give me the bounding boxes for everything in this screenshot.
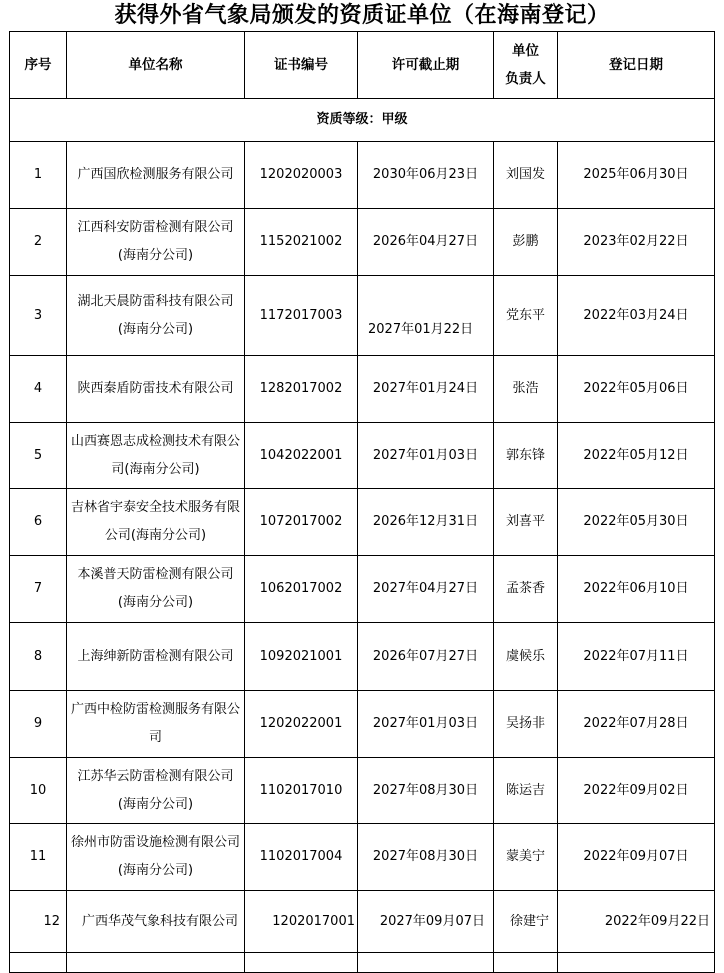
row-cert: 1202017001 xyxy=(245,891,358,953)
row-cert: 1282017002 xyxy=(245,356,358,423)
row-expiry: 2027年09月07日 xyxy=(358,891,494,953)
row-expiry: 2030年06月23日 xyxy=(358,142,494,209)
qualification-table xyxy=(9,31,715,973)
row-no: 2 xyxy=(10,209,67,276)
row-no: 6 xyxy=(10,489,67,556)
row-reg: 2022年03月24日 xyxy=(558,276,715,356)
row-expiry: 2026年07月27日 xyxy=(358,623,494,691)
row-name: 本溪普天防雷检测有限公司(海南分公司) xyxy=(67,556,245,623)
row-reg: 2022年09月22日 xyxy=(558,891,715,953)
table-row xyxy=(10,824,715,891)
table-row xyxy=(10,691,715,758)
table-row xyxy=(10,556,715,623)
row-head: 刘国发 xyxy=(494,142,558,209)
row-head: 虞候乐 xyxy=(494,623,558,691)
table-row xyxy=(10,276,715,356)
row-head: 孟茶香 xyxy=(494,556,558,623)
row-reg: 2022年05月30日 xyxy=(558,489,715,556)
row-head: 徐建宁 xyxy=(494,891,558,953)
row-name: 山西赛恩志成检测技术有限公司(海南分公司) xyxy=(67,423,245,489)
row-head: 刘喜平 xyxy=(494,489,558,556)
row-expiry: 2027年08月30日 xyxy=(358,824,494,891)
row-reg: 2022年06月10日 xyxy=(558,556,715,623)
header-head-line1: 单位 xyxy=(512,43,539,59)
header-no: 序号 xyxy=(10,32,67,99)
row-no: 11 xyxy=(10,824,67,891)
row-expiry: 2026年12月31日 xyxy=(358,489,494,556)
grade-label: 资质等级：甲级 xyxy=(10,99,715,142)
row-head: 郭东锋 xyxy=(494,423,558,489)
header-expiry: 许可截止期 xyxy=(358,32,494,99)
row-no: 5 xyxy=(10,423,67,489)
row-cert: 1092021001 xyxy=(245,623,358,691)
row-expiry: 2027年01月24日 xyxy=(358,356,494,423)
row-cert: 1102017010 xyxy=(245,758,358,824)
row-no: 8 xyxy=(10,623,67,691)
row-reg: 2022年09月07日 xyxy=(558,824,715,891)
table-row xyxy=(10,209,715,276)
header-row xyxy=(10,32,715,99)
row-name: 广西中检防雷检测服务有限公司 xyxy=(67,691,245,758)
row-no: 7 xyxy=(10,556,67,623)
row-head: 党东平 xyxy=(494,276,558,356)
grade-row xyxy=(10,99,715,142)
table-row xyxy=(10,142,715,209)
header-cert: 证书编号 xyxy=(245,32,358,99)
cell xyxy=(10,953,67,973)
table-row xyxy=(10,356,715,423)
row-name: 广西华茂气象科技有限公司 xyxy=(67,891,245,953)
row-name: 江西科安防雷检测有限公司(海南分公司) xyxy=(67,209,245,276)
row-head: 吴扬非 xyxy=(494,691,558,758)
row-no: 10 xyxy=(10,758,67,824)
row-head: 彭鹏 xyxy=(494,209,558,276)
row-no: 12 xyxy=(10,891,67,953)
cell xyxy=(494,953,558,973)
header-head xyxy=(494,32,558,99)
cell xyxy=(67,953,245,973)
row-cert: 1072017002 xyxy=(245,489,358,556)
cell xyxy=(245,953,358,973)
row-no: 3 xyxy=(10,276,67,356)
table-row xyxy=(10,891,715,953)
row-expiry: 2026年04月27日 xyxy=(358,209,494,276)
row-head: 蒙美宁 xyxy=(494,824,558,891)
row-name: 湖北天晨防雷科技有限公司(海南分公司) xyxy=(67,276,245,356)
row-cert: 1152021002 xyxy=(245,209,358,276)
header-name: 单位名称 xyxy=(67,32,245,99)
row-name: 吉林省宇泰安全技术服务有限公司(海南分公司) xyxy=(67,489,245,556)
row-expiry: 2027年04月27日 xyxy=(358,556,494,623)
row-expiry: 2027年01月22日 xyxy=(358,276,494,356)
row-name: 陕西秦盾防雷技术有限公司 xyxy=(67,356,245,423)
row-expiry: 2027年01月03日 xyxy=(358,691,494,758)
cell xyxy=(358,953,494,973)
row-reg: 2022年09月02日 xyxy=(558,758,715,824)
row-reg: 2023年02月22日 xyxy=(558,209,715,276)
table-row xyxy=(10,489,715,556)
cell xyxy=(558,953,715,973)
row-reg: 2022年07月28日 xyxy=(558,691,715,758)
table-row-partial xyxy=(10,953,715,973)
row-cert: 1102017004 xyxy=(245,824,358,891)
row-reg: 2025年06月30日 xyxy=(558,142,715,209)
table-row xyxy=(10,423,715,489)
row-expiry: 2027年01月03日 xyxy=(358,423,494,489)
row-head: 张浩 xyxy=(494,356,558,423)
table-row xyxy=(10,758,715,824)
row-head: 陈运吉 xyxy=(494,758,558,824)
header-reg-date: 登记日期 xyxy=(558,32,715,99)
row-cert: 1062017002 xyxy=(245,556,358,623)
row-reg: 2022年07月11日 xyxy=(558,623,715,691)
header-head-line2: 负责人 xyxy=(505,71,546,87)
row-name: 徐州市防雷设施检测有限公司(海南分公司) xyxy=(67,824,245,891)
row-name: 上海绅新防雷检测有限公司 xyxy=(67,623,245,691)
row-cert: 1172017003 xyxy=(245,276,358,356)
row-no: 1 xyxy=(10,142,67,209)
row-reg: 2022年05月12日 xyxy=(558,423,715,489)
row-no: 4 xyxy=(10,356,67,423)
row-name: 江苏华云防雷检测有限公司(海南分公司) xyxy=(67,758,245,824)
row-expiry: 2027年08月30日 xyxy=(358,758,494,824)
row-no: 9 xyxy=(10,691,67,758)
row-cert: 1042022001 xyxy=(245,423,358,489)
row-reg: 2022年05月06日 xyxy=(558,356,715,423)
page-title: 获得外省气象局颁发的资质证单位（在海南登记） xyxy=(114,2,610,28)
row-name: 广西国欣检测服务有限公司 xyxy=(67,142,245,209)
row-cert: 1202020003 xyxy=(245,142,358,209)
row-cert: 1202022001 xyxy=(245,691,358,758)
table-row xyxy=(10,623,715,691)
